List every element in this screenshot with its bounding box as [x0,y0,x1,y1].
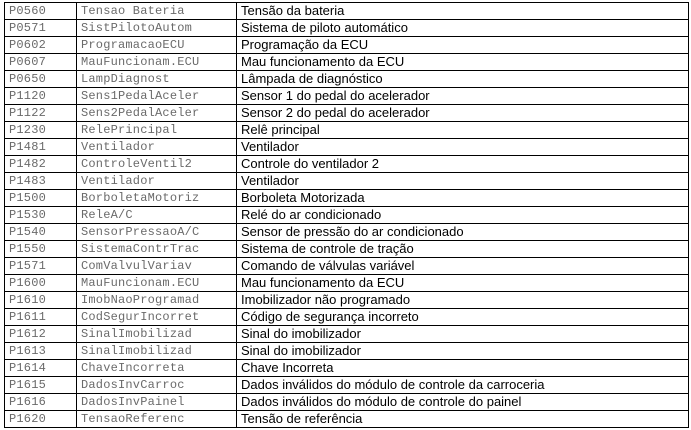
table-row [5,224,689,241]
fault-code-cell: P1540 [5,224,77,241]
fault-abbreviation-cell: MauFuncionam.ECU [77,54,237,71]
fault-description-cell: Relê principal [237,122,689,139]
fault-description-cell: Relé do ar condicionado [237,207,689,224]
fault-description-cell: Dados inválidos do módulo de controle do painel [237,394,689,411]
fault-description-cell: Sistema de piloto automático [237,20,689,37]
fault-code-cell: P0571 [5,20,77,37]
table-row [5,292,689,309]
fault-code-cell: P1483 [5,173,77,190]
fault-code-cell: P1500 [5,190,77,207]
table-row [5,105,689,122]
table-row [5,241,689,258]
fault-code-cell: P1615 [5,377,77,394]
table-row [5,20,689,37]
fault-abbreviation-cell: Sens1PedalAceler [77,88,237,105]
table-row [5,54,689,71]
fault-code-cell: P1530 [5,207,77,224]
fault-description-cell: Código de segurança incorreto [237,309,689,326]
fault-description-cell: Sinal do imobilizador [237,326,689,343]
fault-abbreviation-cell: SistemaContrTrac [77,241,237,258]
table-row [5,190,689,207]
fault-abbreviation-cell: Ventilador [77,139,237,156]
fault-description-cell: Controle do ventilador 2 [237,156,689,173]
fault-code-cell: P1612 [5,326,77,343]
fault-code-cell: P1620 [5,411,77,428]
fault-abbreviation-cell: BorboletaMotoriz [77,190,237,207]
fault-description-cell: Tensão da bateria [237,3,689,20]
fault-code-cell: P0602 [5,37,77,54]
fault-abbreviation-cell: LampDiagnost [77,71,237,88]
fault-abbreviation-cell: Tensao Bateria [77,3,237,20]
fault-code-cell: P1616 [5,394,77,411]
table-row [5,377,689,394]
fault-description-cell: Borboleta Motorizada [237,190,689,207]
fault-abbreviation-cell: ReleA/C [77,207,237,224]
fault-description-cell: Sensor 2 do pedal do acelerador [237,105,689,122]
fault-code-cell: P1120 [5,88,77,105]
fault-abbreviation-cell: ControleVentil2 [77,156,237,173]
fault-abbreviation-cell: ChaveIncorreta [77,360,237,377]
fault-description-cell: Ventilador [237,173,689,190]
table-row [5,3,689,20]
fault-code-cell: P1482 [5,156,77,173]
table-row [5,173,689,190]
fault-description-cell: Imobilizador não programado [237,292,689,309]
fault-description-cell: Sistema de controle de tração [237,241,689,258]
fault-description-cell: Lâmpada de diagnóstico [237,71,689,88]
fault-description-cell: Ventilador [237,139,689,156]
fault-code-cell: P1610 [5,292,77,309]
table-row [5,309,689,326]
fault-description-cell: Chave Incorreta [237,360,689,377]
fault-code-cell: P1614 [5,360,77,377]
fault-abbreviation-cell: MauFuncionam.ECU [77,275,237,292]
fault-description-cell: Sinal do imobilizador [237,343,689,360]
table-row [5,37,689,54]
fault-abbreviation-cell: DadosInvCarroc [77,377,237,394]
fault-description-cell: Tensão de referência [237,411,689,428]
fault-description-cell: Sensor de pressão do ar condicionado [237,224,689,241]
fault-description-cell: Mau funcionamento da ECU [237,54,689,71]
table-row [5,411,689,428]
fault-abbreviation-cell: TensaoReferenc [77,411,237,428]
fault-description-cell: Mau funcionamento da ECU [237,275,689,292]
fault-description-cell: Dados inválidos do módulo de controle da carroceria [237,377,689,394]
fault-description-cell: Programação da ECU [237,37,689,54]
table-row [5,139,689,156]
fault-code-cell: P1481 [5,139,77,156]
fault-abbreviation-cell: SinalImobilizad [77,326,237,343]
fault-abbreviation-cell: SensorPressaoA/C [77,224,237,241]
fault-code-cell: P0650 [5,71,77,88]
fault-code-cell: P1571 [5,258,77,275]
fault-abbreviation-cell: ComValvulVariav [77,258,237,275]
table-row [5,122,689,139]
table-row [5,88,689,105]
fault-code-cell: P1600 [5,275,77,292]
fault-code-cell: P1613 [5,343,77,360]
table-row [5,360,689,377]
table-row [5,207,689,224]
table-row [5,394,689,411]
fault-description-cell: Sensor 1 do pedal do acelerador [237,88,689,105]
table-row [5,156,689,173]
fault-code-cell: P1230 [5,122,77,139]
fault-code-cell: P1611 [5,309,77,326]
fault-abbreviation-cell: ImobNaoProgramad [77,292,237,309]
table-row [5,71,689,88]
fault-abbreviation-cell: SinalImobilizad [77,343,237,360]
table-row [5,275,689,292]
table-row [5,258,689,275]
fault-codes-table [4,2,689,428]
fault-code-cell: P0560 [5,3,77,20]
fault-code-cell: P1122 [5,105,77,122]
fault-abbreviation-cell: CodSegurIncorret [77,309,237,326]
fault-abbreviation-cell: RelePrincipal [77,122,237,139]
fault-abbreviation-cell: Sens2PedalAceler [77,105,237,122]
table-row [5,343,689,360]
table-row [5,326,689,343]
fault-abbreviation-cell: ProgramacaoECU [77,37,237,54]
fault-codes-body [5,3,689,428]
fault-abbreviation-cell: Ventilador [77,173,237,190]
fault-abbreviation-cell: SistPilotoAutom [77,20,237,37]
fault-abbreviation-cell: DadosInvPainel [77,394,237,411]
fault-code-cell: P1550 [5,241,77,258]
fault-description-cell: Comando de válvulas variável [237,258,689,275]
fault-code-cell: P0607 [5,54,77,71]
